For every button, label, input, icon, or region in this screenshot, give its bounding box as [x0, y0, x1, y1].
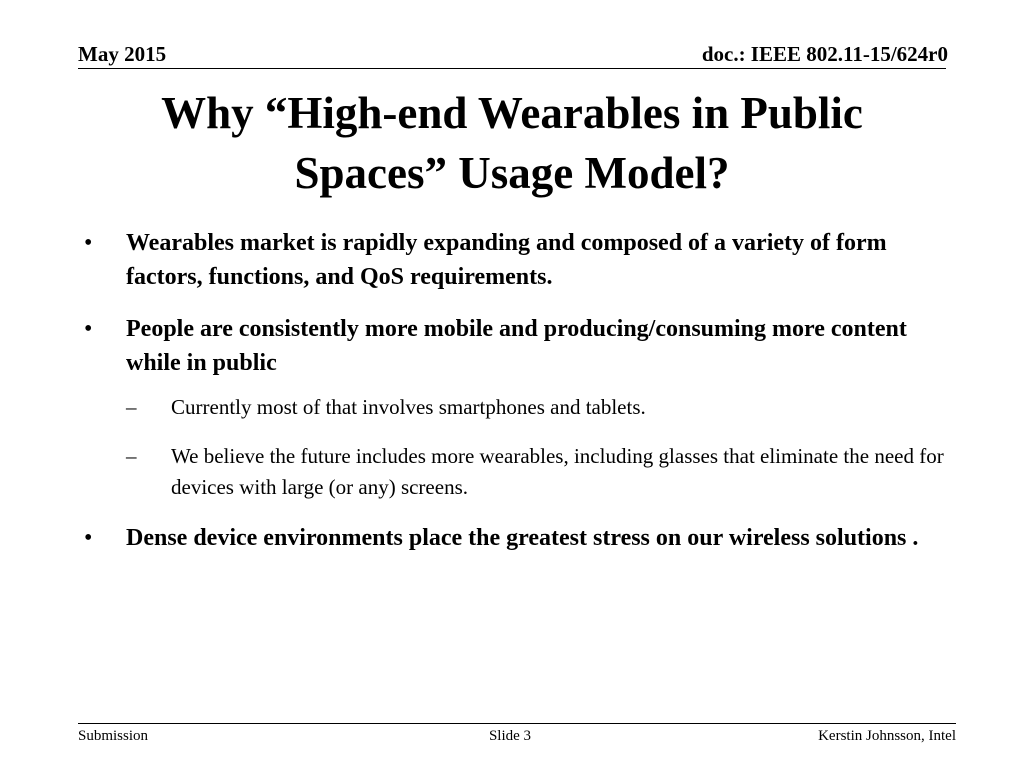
sub-bullet-item: [126, 392, 954, 423]
footer-slide-number: Slide 3: [488, 728, 532, 744]
footer-author: Kerstin Johnsson, Intel: [818, 728, 956, 744]
slide-title-line-1: Why “High-end Wearables in Public: [161, 88, 863, 138]
sub-bullet-marker: –: [126, 395, 137, 419]
bullet-marker: •: [84, 316, 93, 342]
bullet-marker: •: [84, 230, 93, 256]
header-date: May 2015: [78, 42, 167, 66]
bullet-marker: •: [84, 525, 93, 551]
footer-submission: Submission: [78, 728, 149, 744]
sub-bullet-item: [126, 441, 954, 503]
slide-title-line-2: Spaces” Usage Model?: [294, 147, 730, 198]
slide-body: [84, 226, 954, 573]
footer-divider: [78, 723, 956, 724]
bullet-item: [84, 521, 954, 555]
sub-bullet-marker: –: [126, 444, 137, 468]
bullet-text: Dense device environments place the greatest stress on our wireless solutions .: [126, 525, 919, 551]
sub-bullet-text: Currently most of that involves smartphones and tablets.: [171, 395, 646, 419]
header-doc-id: doc.: IEEE 802.11-15/624r0: [701, 42, 948, 66]
slide-title: [60, 84, 964, 204]
sub-bullet-text: We believe the future includes more wearables, including glasses that eliminate the need for devices with large (or any) screens.: [171, 444, 944, 499]
header-divider: [78, 68, 946, 69]
bullet-text: Wearables market is rapidly expanding and composed of a variety of form factors, functions, and QoS requirements.: [126, 230, 887, 290]
bullet-text: People are consistently more mobile and producing/consuming more content while in public: [126, 316, 907, 376]
bullet-item: [84, 226, 954, 294]
bullet-item: [84, 312, 954, 380]
